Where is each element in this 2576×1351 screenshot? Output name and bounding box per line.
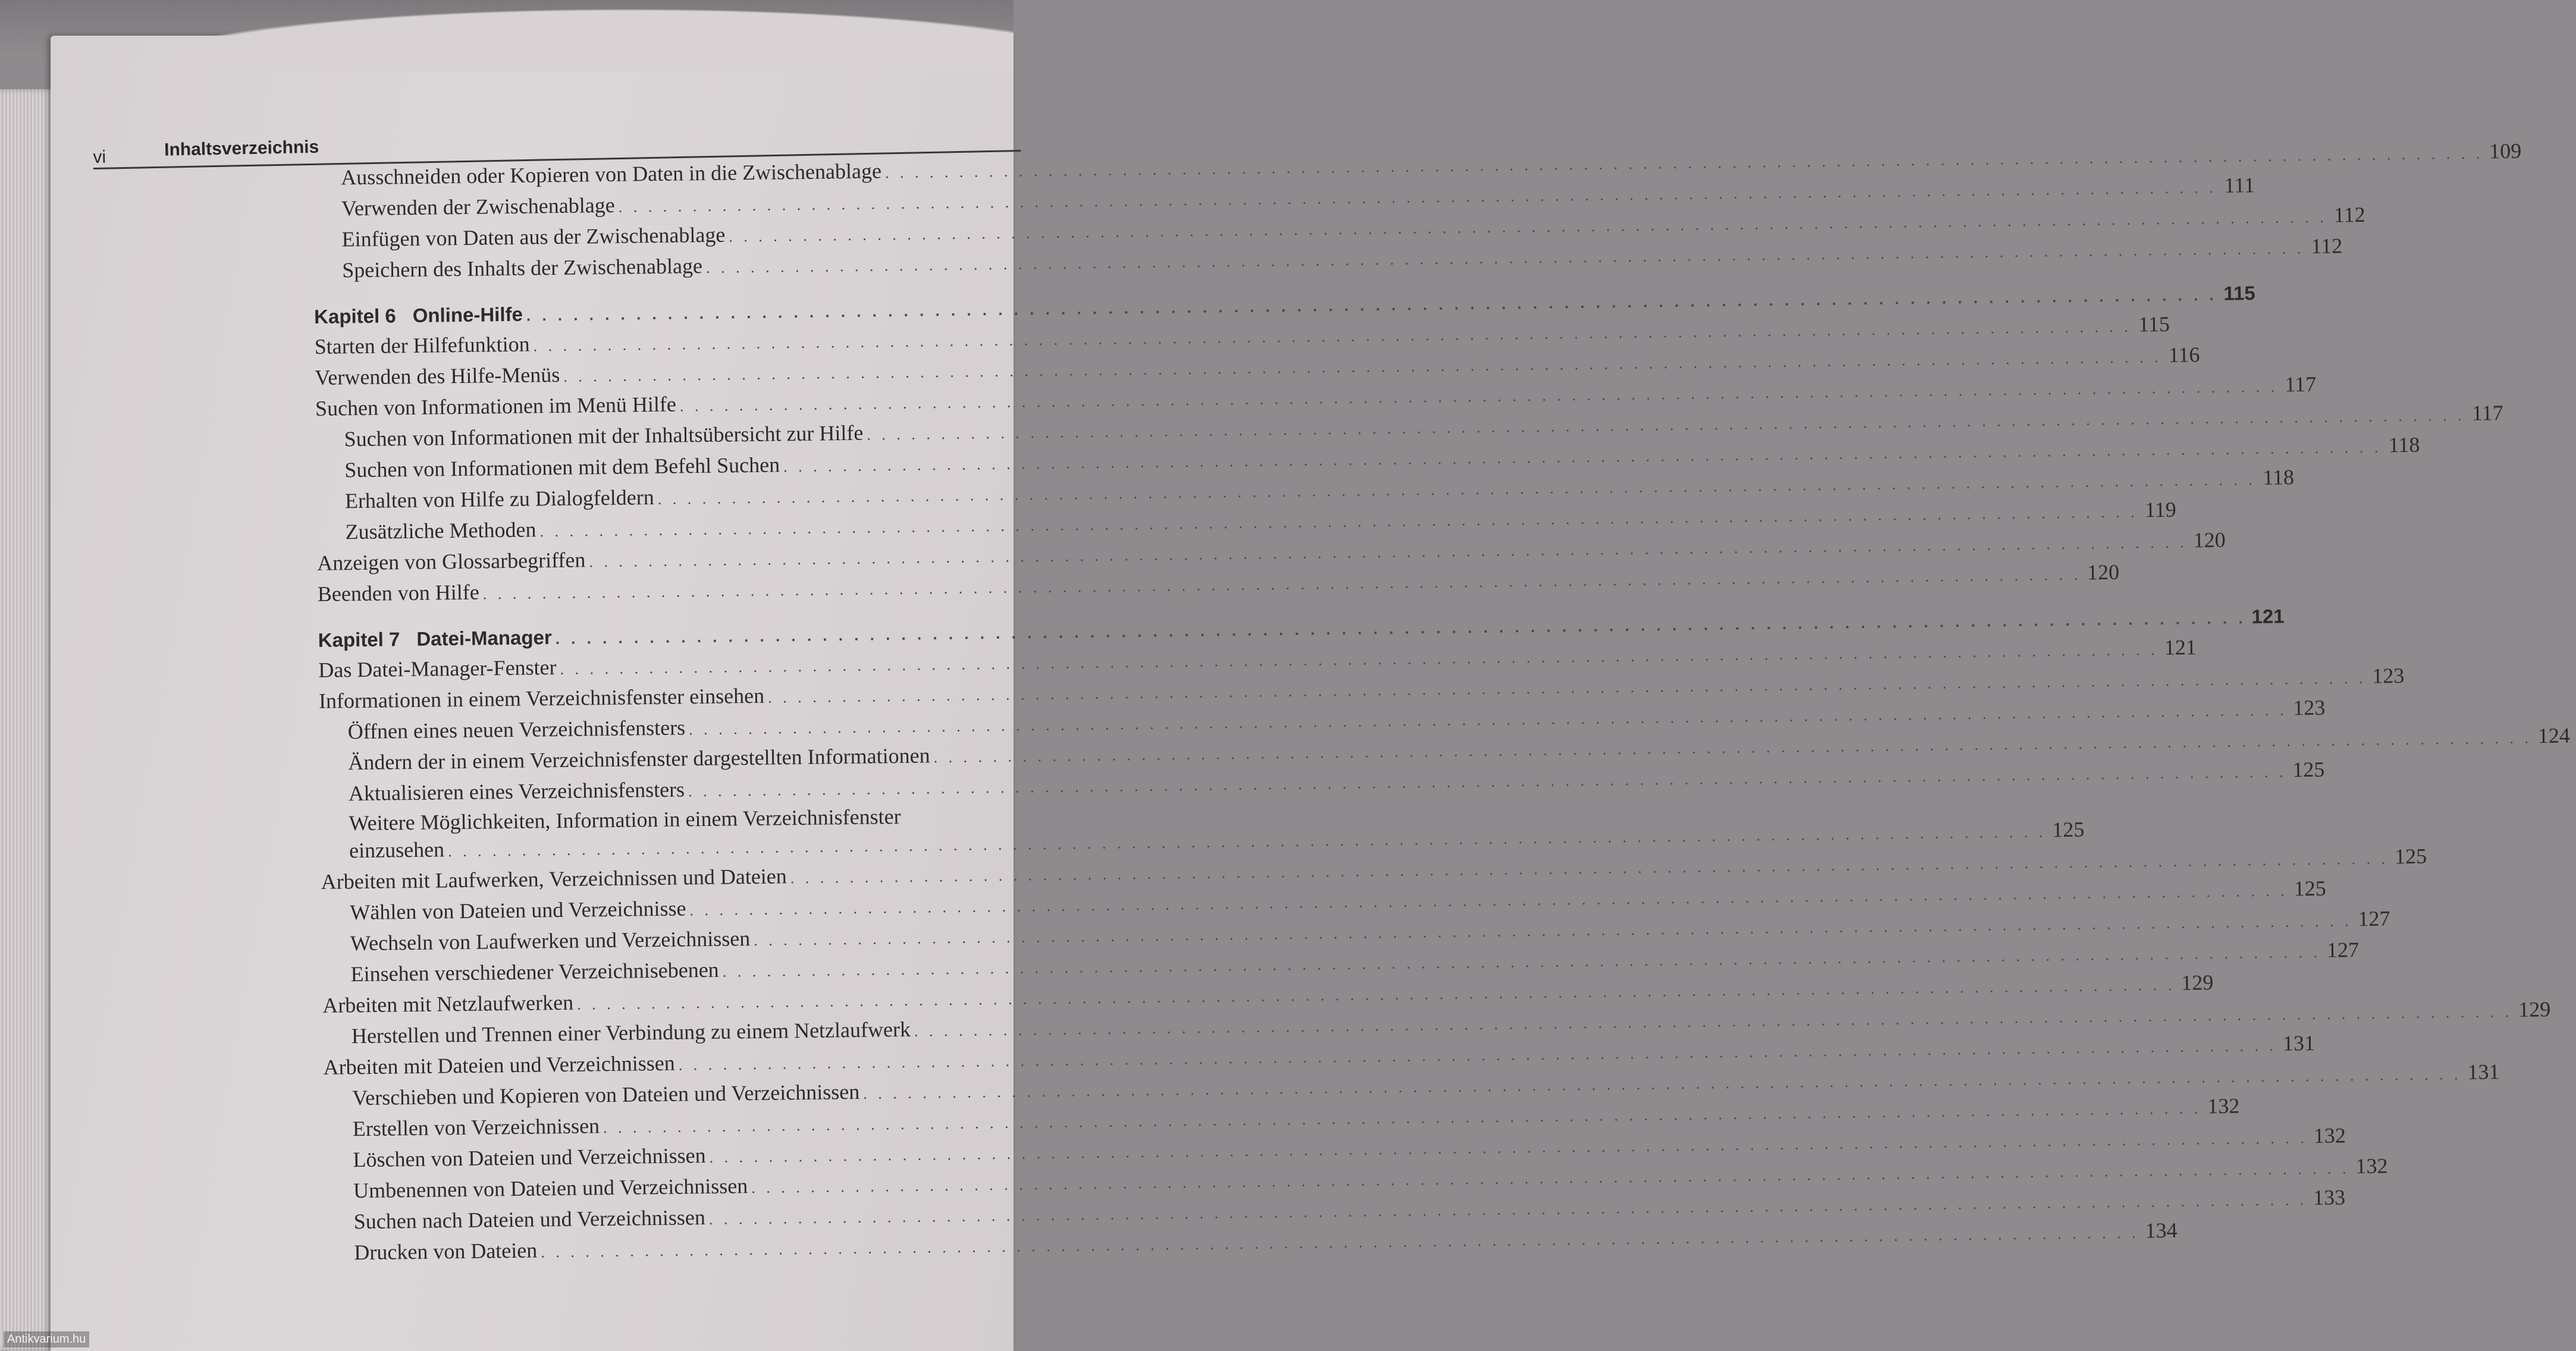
toc-entry: Das Datei-Manager-Fenster . . . 121 [318,647,1050,687]
toc-entry: Verwenden der Zwischenablage . . . 111 [313,186,1045,225]
toc-entry: Zusätzliche Methoden . . . 119 [316,509,1049,549]
toc-entry: Einfügen von Daten aus der Zwischenablage . . . 112 [313,216,1045,256]
toc-entry: Erhalten von Hilfe zu Dialogfeldern . . . 118 [316,478,1049,518]
table-of-contents [312,139,2571,1270]
toc-entry: Arbeiten mit Laufwerken, Verzeichnissen und Dateien . . . 125 [321,859,1053,898]
toc-entry: Beenden von Hilfe . . . 120 [318,571,1050,611]
toc-entry-first-line: Weitere Möglichkeiten, Information in einem Verzeichnisfenster [349,804,901,835]
toc-entry: Verschieben und Kopieren von Dateien und Verzeichnissen . . . 131 [324,1075,1056,1115]
chapter-title: Online-Hilfe [412,303,523,326]
toc-entry: Speichern des Inhalts der Zwischenablage . . . 112 [313,247,1046,287]
toc-entry: Arbeiten mit Netzlaufwerken . . . 129 [322,982,1055,1022]
toc-entry: Anzeigen von Glossarbegriffen . . . 120 [317,540,1049,580]
toc-entry: Drucken von Dateien . . . 134 [325,1230,1058,1270]
toc-entry: Informationen in einem Verzeichnisfenster einsehen . . . 123 [319,678,1051,718]
toc-entry: Suchen nach Dateien und Verzeichnissen . . . 133 [325,1199,1057,1239]
chapter-number: Kapitel 6 [313,304,396,328]
chapter-title: Datei-Manager [416,626,552,650]
toc-entry: Umbenennen von Dateien und Verzeichnissen . . . 132 [325,1168,1057,1208]
toc-entry: Öffnen eines neuen Verzeichnisfensters . . . 123 [319,709,1051,749]
toc-entry: Aktualisieren eines Verzeichnisfensters . . . 125 [320,771,1052,810]
toc-entry: Herstellen und Trennen einer Verbindung zu einem Netzlaufwerk . . . 129 [323,1013,1055,1053]
chapter-number: Kapitel 7 [318,628,400,651]
toc-entry: Wechseln von Laufwerken und Verzeichnissen . . . 127 [322,920,1054,960]
toc-entry: Verwenden des Hilfe-Menüs . . . 116 [315,354,1047,394]
book-page [51,36,2571,1351]
page-number: vi [93,147,106,167]
toc-entry: Erstellen von Verzeichnissen . . . 132 [324,1106,1056,1146]
running-head-title: Inhaltsverzeichnis [164,137,319,160]
toc-entry: Arbeiten mit Dateien und Verzeichnissen . . . 131 [323,1044,1055,1084]
toc-entry: Suchen von Informationen mit dem Befehl Suchen . . . 118 [316,447,1048,487]
toc-entry: Suchen von Informationen mit der Inhaltsübersicht zur Hilfe . . . 117 [315,416,1047,456]
toc-entry: Ändern der in einem Verzeichnisfenster dargestellten Informationen . . . 124 [319,740,1052,780]
toc-entry: Suchen von Informationen im Menü Hilfe . . . 117 [315,385,1047,425]
toc-entry: Wählen von Dateien und Verzeichnisse . . . 125 [321,890,1053,929]
toc-entry: Starten der Hilfefunktion . . . 115 [314,323,1046,363]
page-edges [0,89,57,1351]
toc-entry: einzusehen . . . 125 [321,828,1053,868]
watermark: Antikvarium.hu [4,1331,89,1347]
toc-entry: Löschen von Dateien und Verzeichnissen . . . 132 [324,1137,1056,1177]
chapter-page: 115 [2223,282,2255,304]
toc-entry: Ausschneiden oder Kopieren von Daten in die Zwischenablage . . . 109 [312,155,1044,194]
toc-entry: Einsehen verschiedener Verzeichnisebenen . . . 127 [322,951,1054,991]
chapter-page: 121 [2251,605,2285,628]
